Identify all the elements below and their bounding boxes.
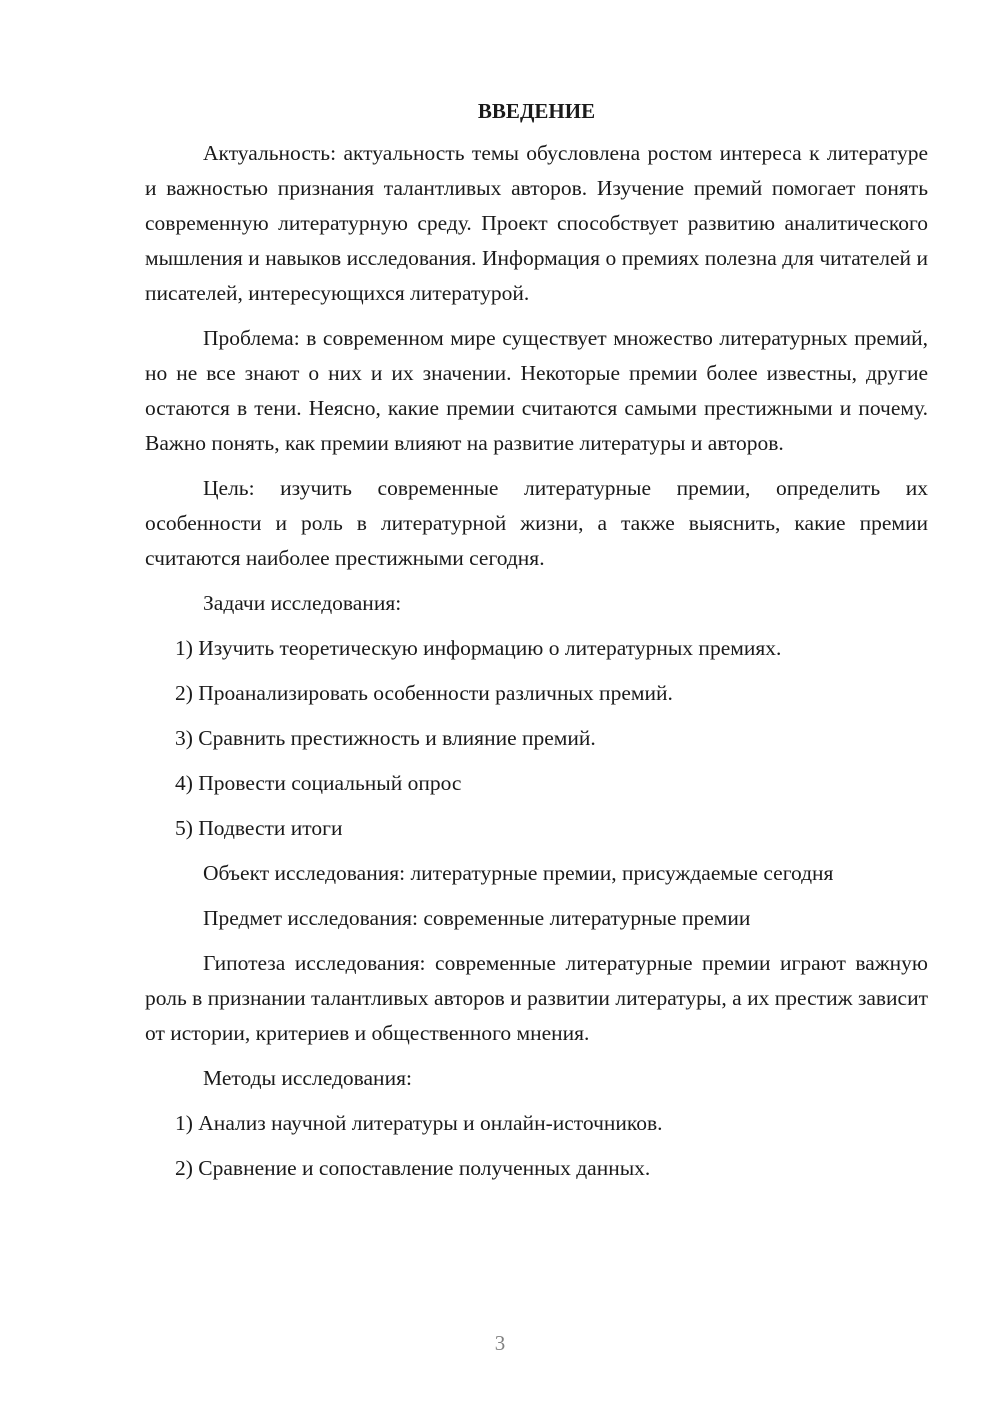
subject-paragraph: Предмет исследования: современные литературные премии (203, 906, 751, 930)
document-page (145, 96, 928, 1196)
problem-paragraph: Проблема: в современном мире существует множество литературных премий, но не все знают о них и их значении. Некоторые премии более известны, другие остаются в тени. Неясно, какие премии считаются самыми престижными и почему. Важно понять, как премии влияют на развитие литературы и авторов. (145, 326, 928, 455)
method-item: 1) Анализ научной литературы и онлайн-источников. (175, 1111, 663, 1135)
task-item: 1) Изучить теоретическую информацию о литературных премиях. (175, 636, 782, 660)
task-item: 3) Сравнить престижность и влияние премий. (175, 726, 596, 750)
method-item: 2) Сравнение и сопоставление полученных данных. (175, 1156, 651, 1180)
page-number: 3 (494, 1331, 506, 1355)
methods-heading: Методы исследования: (203, 1066, 412, 1090)
task-item: 4) Провести социальный опрос (175, 771, 462, 795)
hypothesis-paragraph: Гипотеза исследования: современные литературные премии играют важную роль в признании талантливых авторов и развитии литературы, а их престиж зависит от истории, критериев и общественного мнения. (145, 951, 928, 1045)
goal-paragraph: Цель: изучить современные литературные премии, определить их особенности и роль в литературной жизни, а также выяснить, какие премии считаются наиболее престижными сегодня. (145, 476, 928, 570)
tasks-heading: Задачи исследования: (203, 591, 402, 615)
task-item: 5) Подвести итоги (175, 816, 343, 840)
section-title: ВВЕДЕНИЕ (477, 99, 596, 123)
relevance-paragraph: Актуальность: актуальность темы обусловлена ростом интереса к литературе и важностью признания талантливых авторов. Изучение премий помогает понять современную литературную среду. Проект способствует развитию аналитического мышления и навыков исследования. Информация о премиях полезна для читателей и писателей, интересующихся литературой. (145, 141, 928, 305)
task-item: 2) Проанализировать особенности различных премий. (175, 681, 673, 705)
object-paragraph: Объект исследования: литературные премии, присуждаемые сегодня (203, 861, 834, 885)
